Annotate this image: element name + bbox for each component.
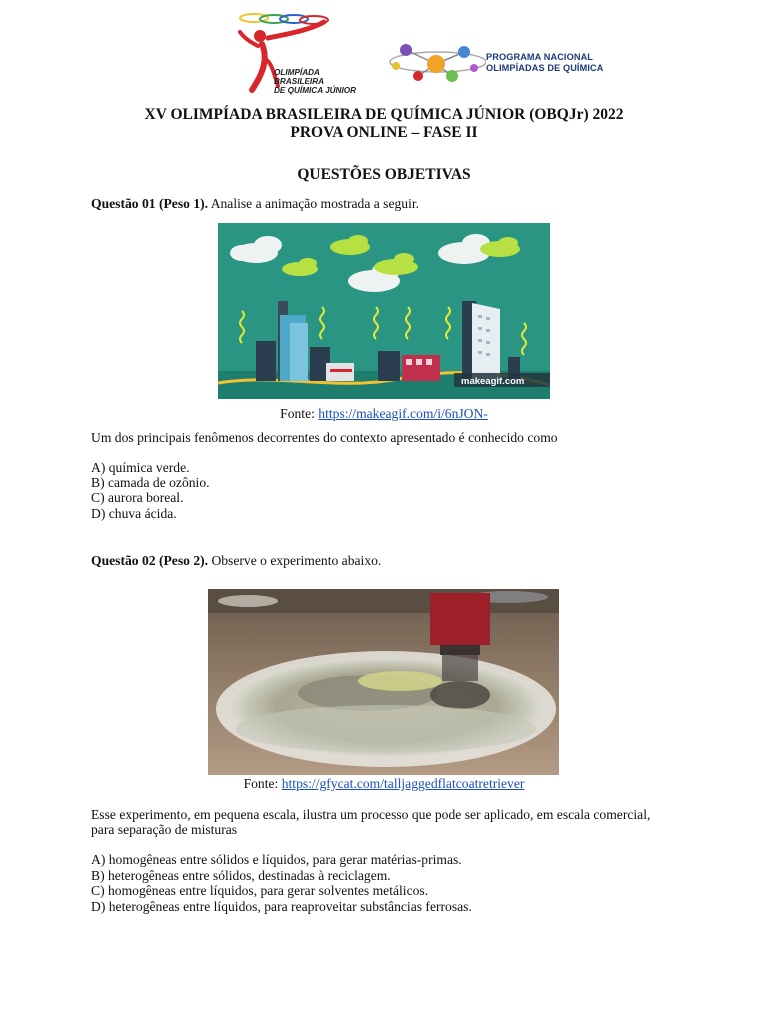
q1-option-c: C) aurora boreal.	[91, 490, 184, 505]
q2-header	[91, 553, 381, 569]
obqjr-logo-line1: OLIMPÍADA BRASILEIRA	[274, 68, 325, 86]
molecule-icon	[386, 40, 486, 86]
pnoq-logo	[386, 40, 616, 86]
q1-stem: Um dos principais fenômenos decorrentes do contexto apresentado é conhecido como	[91, 430, 558, 445]
q2-option-d: D) heterogêneas entre líquidos, para reaproveitar substâncias ferrosas.	[91, 899, 472, 914]
pnoq-logo-line1: PROGRAMA NACIONAL	[486, 52, 594, 62]
q2-option-c: C) homogêneas entre líquidos, para gerar solventes metálicos.	[91, 883, 429, 898]
makeagif-watermark: makeagif.com	[461, 376, 525, 387]
pnoq-logo-text	[486, 52, 603, 74]
q2-stem-line2: para separação de misturas	[91, 822, 238, 837]
obqjr-logo-line2: DE QUÍMICA JÚNIOR	[274, 86, 357, 95]
q2-stem-line1: Esse experimento, em pequena escala, ilustra um processo que pode ser aplicado, em escala comercial,	[91, 807, 651, 822]
pnoq-logo-line2: OLIMPÍADAS DE QUÍMICA	[486, 63, 604, 73]
q2-source-prefix: Fonte:	[243, 776, 282, 791]
q1-source-link[interactable]: https://makeagif.com/i/6nJON-	[318, 406, 488, 421]
section-title: QUESTÕES OBJETIVAS	[297, 166, 471, 183]
obqjr-logo-text	[274, 68, 368, 95]
q1-option-b: B) camada de ozônio.	[91, 475, 210, 490]
q1-option-a: A) química verde.	[91, 460, 190, 475]
q2-prompt: Observe o experimento abaixo.	[208, 553, 382, 568]
q1-source-prefix: Fonte:	[280, 406, 319, 421]
q2-label: Questão 02 (Peso 2).	[91, 553, 209, 568]
exam-subtitle: PROVA ONLINE – FASE II	[290, 124, 478, 141]
q1-label: Questão 01 (Peso 1).	[91, 196, 209, 211]
q2-source	[0, 776, 768, 792]
q1-city-animation-image	[218, 223, 550, 399]
q1-option-d: D) chuva ácida.	[91, 506, 177, 521]
obqjr-logo	[238, 12, 368, 94]
exam-title: XV OLIMPÍADA BRASILEIRA DE QUÍMICA JÚNIOR (OBQJr) 2022	[144, 106, 624, 123]
city-pollution-illustration	[218, 223, 550, 399]
q1-source	[0, 406, 768, 422]
q2-option-b: B) heterogêneas entre sólidos, destinadas à reciclagem.	[91, 868, 391, 883]
q2-option-a: A) homogêneas entre sólidos e líquidos, para gerar matérias-primas.	[91, 852, 462, 867]
q1-header	[91, 196, 419, 212]
q1-prompt: Analise a animação mostrada a seguir.	[208, 196, 420, 211]
petri-dish-magnet-photo	[208, 589, 559, 775]
q2-source-link[interactable]: https://gfycat.com/talljaggedflatcoatretriever	[281, 776, 525, 791]
q2-experiment-photo	[208, 589, 559, 775]
